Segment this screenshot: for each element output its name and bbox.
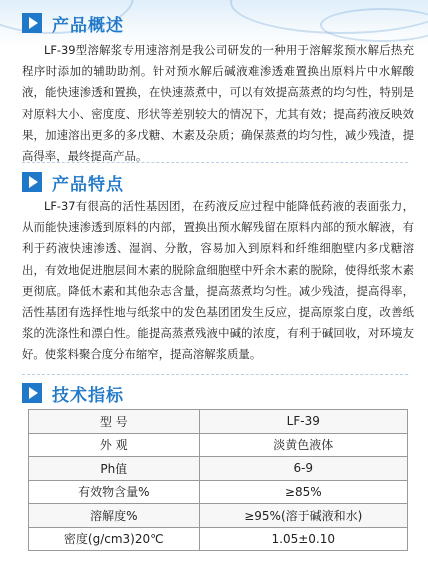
spec-label: 溶解度% — [29, 504, 200, 528]
play-triangle-icon — [22, 383, 42, 403]
spec-table — [28, 409, 408, 551]
spec-label: 型 号 — [29, 410, 200, 434]
section-title: 产品特点 — [52, 174, 124, 195]
section-title: 产品概述 — [52, 15, 124, 36]
spec-value: ≥95%(溶于碱液和水) — [199, 504, 407, 528]
table-row — [29, 504, 408, 528]
spec-label: 密度(g/cm3)20℃ — [29, 527, 200, 551]
section-header-specs — [22, 382, 124, 404]
divider — [22, 374, 408, 375]
spec-value: LF-39 — [199, 410, 407, 434]
spec-value: 1.05±0.10 — [199, 527, 407, 551]
overview-paragraph: LF-39型溶解浆专用速溶剂是我公司研发的一种用于溶解浆预水解后热充程序时添加的辅助助剂。针对预水解后碱液难渗透难置换出原料片中水解酸液，能快速渗透和置换，在快速蒸煮中，可以有效提高蒸煮的均匀性，特别是对原料大小、密度度、形状等差别较大的情况下，尤其有效；提高药液反映效果，加速溶出更多的多戊糖、木素及杂质；确保蒸煮的均匀性，减少残渣，提高得率，最终提高产品。 — [22, 43, 414, 164]
spec-value: 淡黄色液体 — [199, 433, 407, 457]
play-triangle-icon — [22, 172, 42, 192]
divider — [22, 162, 408, 163]
spec-label: Ph值 — [29, 457, 200, 481]
spec-label: 外 观 — [29, 433, 200, 457]
section-header-overview — [22, 12, 124, 34]
features-paragraph: LF-37有很高的活性基因团，在药液反应过程中能降低药液的表面张力，从而能快速渗透到原料的内部，置换出预水解残留在原料内部的预水解液，有利于药液快速渗透、湿润、分散，容易加入到原料和纤维细胞壁内多戊糖溶出，有效地促进胞层间木素的脱除盒细胞壁中歼余木素的脱除，使得纸浆木素更彻底。降低木素和其他杂志含量，提高蒸煮均匀性。减少残渣，提高得率，活性基团有选择性地与纸浆中的发色基团团发生反应，提高原浆白度，改善纸浆的洗涤性和漂白性。能提高蒸煮残液中碱的浓度，有利于碱回收，对环境友好。使浆料聚合度分布缩窄，提高溶解浆质量。 — [22, 199, 414, 362]
spec-label: 有效物含量% — [29, 480, 200, 504]
table-row — [29, 433, 408, 457]
table-row — [29, 410, 408, 434]
table-row — [29, 480, 408, 504]
section-title: 技术指标 — [52, 385, 124, 406]
spec-value: ≥85% — [199, 480, 407, 504]
section-header-features — [22, 171, 124, 193]
play-triangle-icon — [22, 13, 42, 33]
table-row — [29, 527, 408, 551]
table-row — [29, 457, 408, 481]
spec-value: 6-9 — [199, 457, 407, 481]
